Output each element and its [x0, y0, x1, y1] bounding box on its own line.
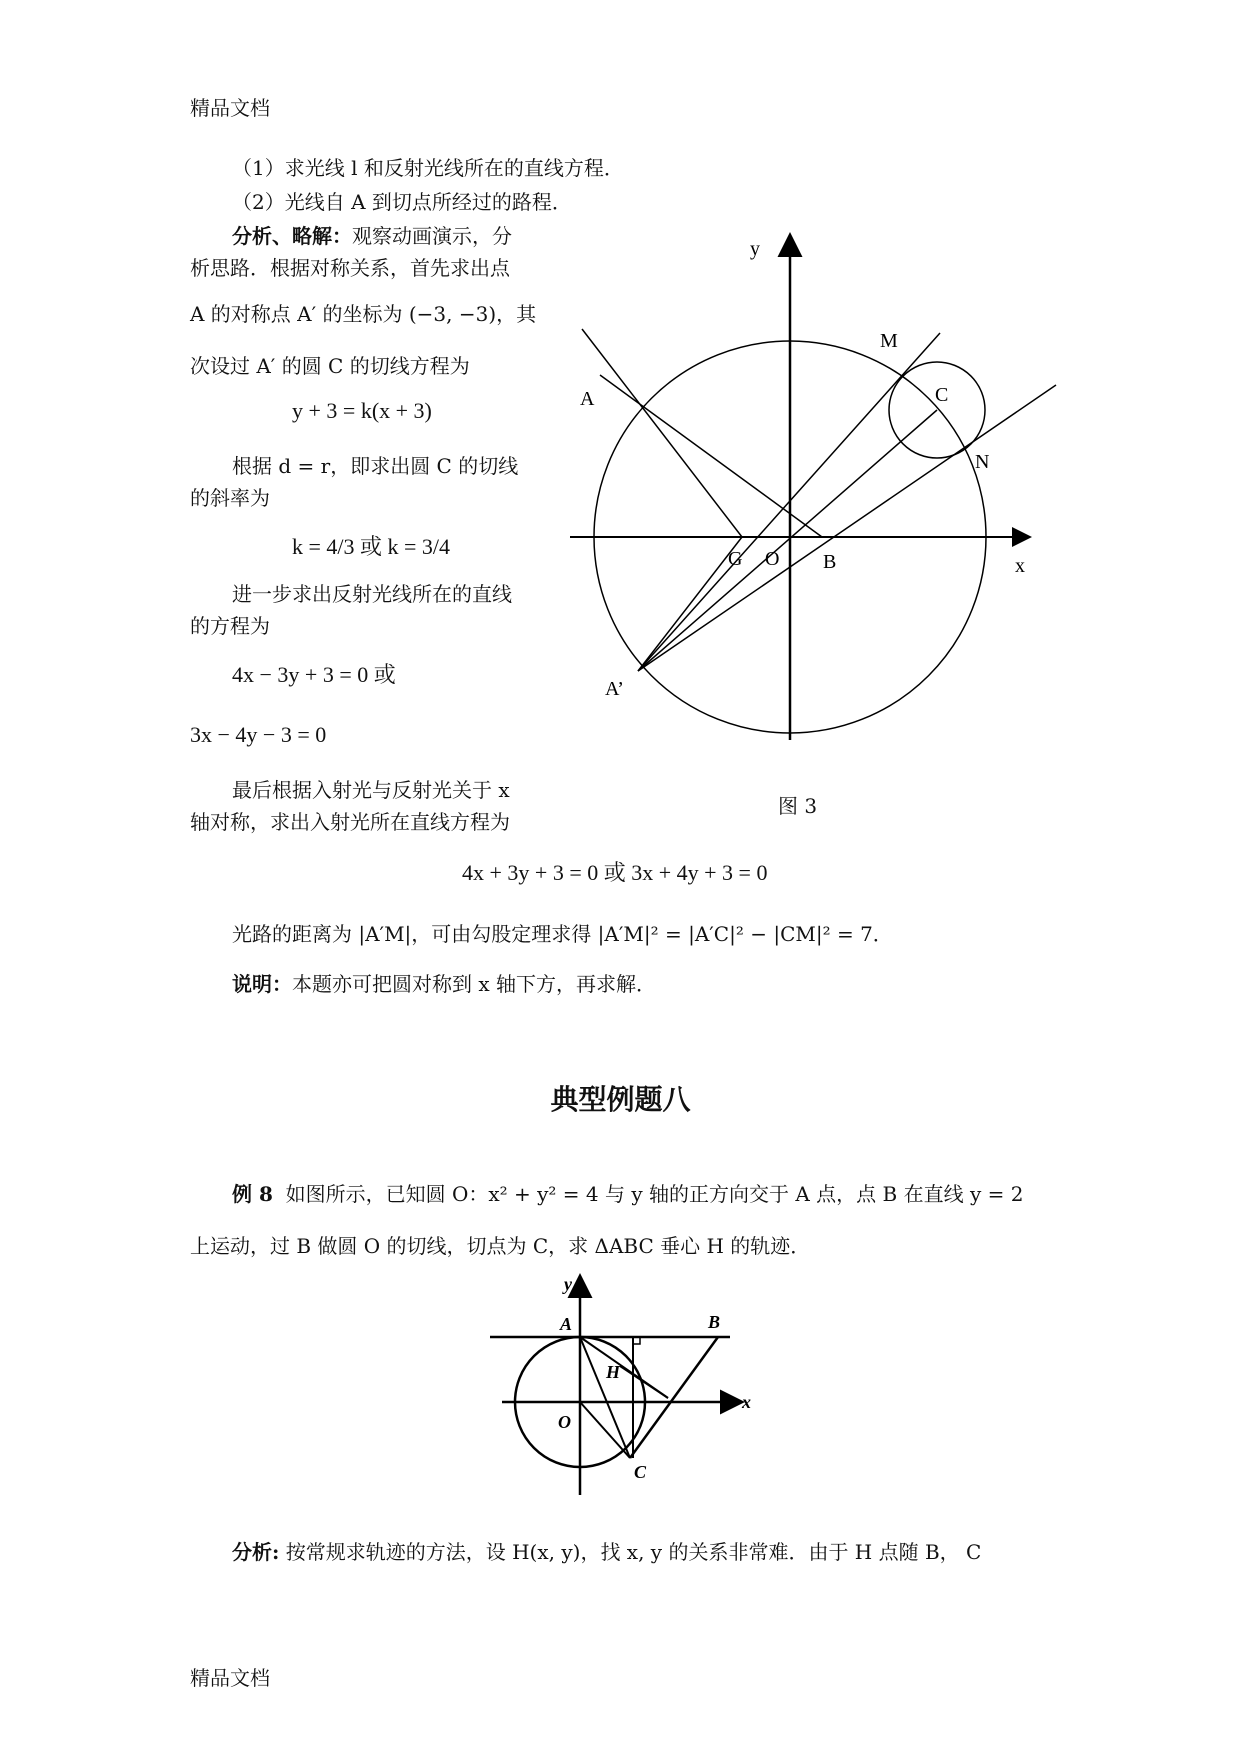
page-footer: 精品文档: [190, 1666, 270, 1690]
fig3-label-aprime: A’: [605, 678, 624, 700]
fig8-tangent-bc: [630, 1337, 718, 1458]
fig8-label-x: x: [742, 1392, 751, 1412]
fig3-label-m: M: [880, 330, 898, 352]
page-header: 精品文档: [190, 96, 270, 120]
note-label: 说明：: [232, 972, 292, 996]
fig3-label-a: A: [580, 388, 595, 410]
fig3-label-n: N: [975, 451, 990, 473]
figure-8-diagram: [490, 1270, 780, 1502]
note-line: [232, 970, 656, 998]
fig3-tangent-n: [638, 385, 1056, 671]
question-2: （2）光线自 A 到切点所经过的路程．: [232, 190, 572, 214]
equation-tangent: y + 3 = k(x + 3): [292, 398, 432, 423]
path-length-line: 光路的距离为 |A′M|，可由勾股定理求得 |A′M|² = |A′C|² − |CM|² = 7．: [232, 922, 893, 946]
fig8-label-b: B: [708, 1312, 721, 1332]
analysis-text-1: 观察动画演示，分: [352, 224, 512, 248]
analysis-line-1: [232, 222, 512, 250]
fig3-line-ag: [638, 537, 742, 671]
fig3-label-b: B: [823, 551, 837, 573]
fig8-segment-oc: [580, 1402, 630, 1458]
fig3-label-x: x: [1015, 555, 1025, 577]
fig3-label-y: y: [750, 238, 760, 260]
example-8-label: 例 8: [232, 1182, 273, 1206]
fig8-label-h: H: [606, 1362, 621, 1382]
fig8-label-y: y: [564, 1274, 572, 1294]
fig3-incident-ray: [582, 329, 742, 537]
final-analysis-text: 按常规求轨迹的方法，设 H(x, y)，找 x, y 的关系非常难．由于 H 点随 B， C: [285, 1540, 982, 1564]
analysis-line-4: 次设过 A′ 的圆 C 的切线方程为: [190, 354, 470, 378]
example-8-text-1: 如图所示，已知圆 O：x² + y² = 4 与 y 轴的正方向交于 A 点，点 B 在直线 y = 2: [285, 1182, 1024, 1206]
fig8-label-a: A: [560, 1314, 573, 1334]
analysis-line-3: A 的对称点 A′ 的坐标为 (−3, −3)，其: [190, 302, 537, 326]
fig8-label-c: C: [634, 1462, 647, 1482]
analysis-label: 分析、略解：: [232, 224, 352, 248]
note-text: 本题亦可把圆对称到 x 轴下方，再求解．: [292, 972, 656, 996]
fig3-line-ac: [638, 410, 937, 671]
analysis-line-8: 的方程为: [190, 614, 270, 638]
fig3-label-c: C: [935, 384, 949, 406]
question-1: （1）求光线 l 和反射光线所在的直线方程．: [232, 156, 624, 180]
final-analysis-line: [232, 1538, 981, 1566]
equation-reflect-2: 3x − 4y − 3 = 0: [190, 722, 327, 747]
analysis-line-6: 的斜率为: [190, 486, 270, 510]
section-title: 典型例题八: [550, 1083, 691, 1116]
analysis-line-9: 最后根据入射光与反射光关于 x: [232, 778, 510, 802]
analysis-line-5: 根据 d = r，即求出圆 C 的切线: [232, 454, 519, 478]
analysis-line-2: 析思路．根据对称关系，首先求出点: [190, 256, 510, 280]
example-8-line-2: 上运动，过 B 做圆 O 的切线，切点为 C，求 ΔABC 垂心 H 的轨迹．: [190, 1234, 811, 1258]
fig3-incident-ray-2: [600, 375, 822, 537]
figure-3-diagram: [560, 225, 1070, 785]
analysis-line-7: 进一步求出反射光线所在的直线: [232, 582, 512, 606]
equation-incident: 4x + 3y + 3 = 0 或 3x + 4y + 3 = 0: [462, 860, 768, 885]
final-analysis-label: 分析:: [232, 1540, 280, 1564]
fig3-label-o: O: [765, 548, 780, 570]
example-8-line-1: [232, 1180, 1023, 1208]
equation-slopes: k = 4/3 或 k = 3/4: [292, 534, 451, 559]
figure-3-caption: 图 3: [778, 794, 818, 818]
fig3-label-g: G: [728, 548, 743, 570]
equation-reflect-1: 4x − 3y + 3 = 0 或: [232, 662, 396, 687]
fig8-label-o: O: [558, 1412, 571, 1432]
analysis-line-10: 轴对称，求出入射光所在直线方程为: [190, 810, 510, 834]
